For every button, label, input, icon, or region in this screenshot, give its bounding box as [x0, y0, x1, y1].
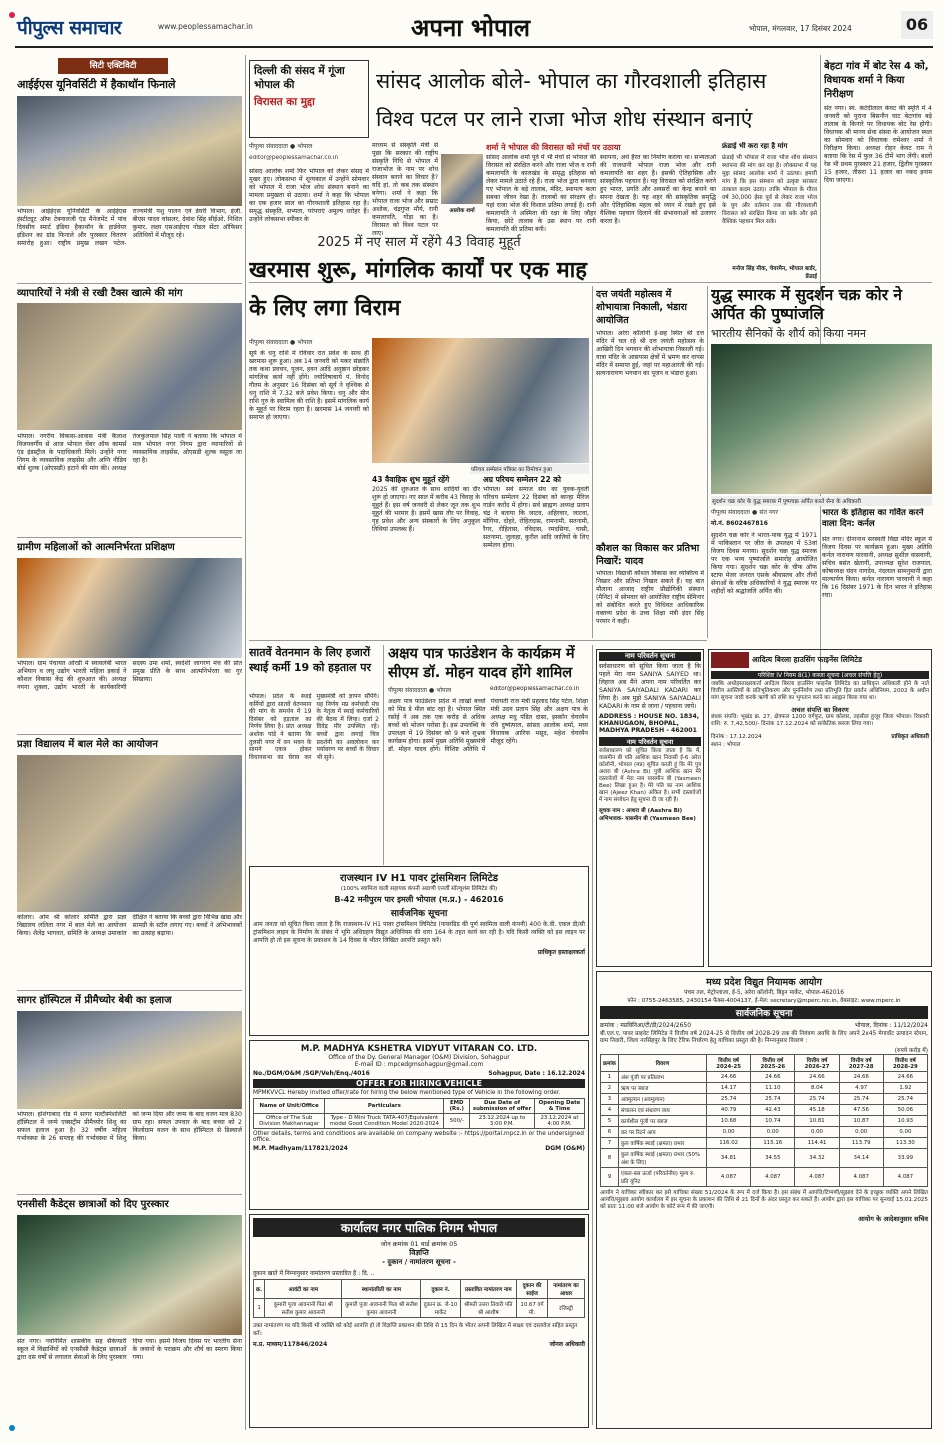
table-cell: कुमारी पूजा आवनानी पिता श्री सतीश कुमार आवनानी [342, 1299, 421, 1318]
kharmas-sub1-body: 2025 की शुरुआत के साथ शादियों का दौर शुरू हो जाएगा। नए साल में करीब 43 विवाह के मुहूर्त हैं। इस वर्ष जनवरी से लेकर जून तक शुभ मुहूर्त की भरमार है। इसमें खास तौर पर विवाह, गृह प्रवेश और अन्य संस्कारों के लिए अनुकूल तिथियां उपलब्ध हैं। [372, 486, 480, 533]
table-cell: 113.30 [883, 1137, 927, 1148]
table-cell: एकल-बस ऊर्जा (परिवर्तनीय) मूल्य रु. प्रति यूनिट [618, 1167, 706, 1186]
mpkvvcl-header: EMD (Rs.) [444, 1099, 470, 1114]
parliament-byline: पीपुल्स संवाददाता ● भोपाल [249, 143, 313, 150]
table-cell: 2 [601, 1082, 619, 1093]
aditya-notice [708, 649, 932, 967]
aditya-sign: प्राधिकृत अधिकारी [891, 734, 929, 740]
table-cell: 10.74 [751, 1115, 795, 1126]
mpkvvcl-header: Particulars [325, 1099, 444, 1114]
table-cell: 0.00 [707, 1126, 751, 1137]
war-body: सुदर्शन चक्र कोर ने भारत-पाक युद्ध में 1971 में पाकिस्तान पर जीत के उपलक्ष्य में 53वां विजय दिवस मनाया। सुदर्शन चक्र युद्ध स्मारक पर एक भव्य पुष्पांजलि समारोह आयोजित किया गया। सुदर्शन चक्र कोर के चीफ ऑफ स्टाफ मेजर जनरल एसके श्रीवास्तव और तीनों सेनाओं के वरिष्ठ अधिकारियों ने युद्ध स्मारक पर शहीदों को श्रद्धांजलि अर्पित की। [711, 532, 817, 595]
table-cell: 6 [601, 1126, 619, 1137]
parliament-col2: माध्यम से संस्कृति मंत्री से पूछा कि सरकार की राष्ट्रीय संस्कृति निधि से भोपाल में राजाभोज के नाम पर शोध संस्थान बनाने का विचार है? यदि हां, तो कब तक संस्थान बनेगा। शर्मा ने कहा कि भोपाल राजा भोज और सम्राट अशोक, चंद्रगुप्त मौर्य, रानी कमलापति, गोंड़ा का है। विरासत को विश्व पटल पर लाए। [372, 142, 438, 237]
table-cell: 11.10 [751, 1082, 795, 1093]
table-row [601, 1082, 928, 1093]
mpkvvcl-header: Due Date of submission of offer [470, 1099, 535, 1114]
table-row [601, 1137, 928, 1148]
mpkvvcl-office: Office of the Dy. General Manager (O&M) Division, Sohagpur [328, 1054, 510, 1061]
mpkvvcl-notice [249, 1040, 589, 1210]
table-row [601, 1167, 928, 1186]
table-cell: 10.93 [883, 1115, 927, 1126]
table-cell: रजिस्ट्री [548, 1299, 585, 1318]
table-cell: दुकान क्र. जे-10 मार्केट [421, 1299, 460, 1318]
parliament-kicker-2: विरासत का मुद्दा [254, 96, 315, 108]
mpkvvcl-table [253, 1098, 585, 1129]
meb-ref: क्रमांक : मप्रविनिआ/टी/डी/2024/2650 [600, 1022, 692, 1029]
table-cell: 47.56 [839, 1104, 883, 1115]
table-cell: 4.087 [883, 1167, 927, 1186]
mpkvvcl-email[interactable]: E-mail ID : mpcedgmsohagpur@gmail.com [354, 1061, 484, 1068]
meb-address: पंचम तल, मेट्रोप्लाजा, ई-5, अरेरा कॉलोनी, बिट्टन मार्केट, भोपाल-462016 [684, 990, 844, 996]
nagar-title: कार्यालय नगर पालिक निगम भोपाल [253, 1218, 585, 1237]
table-cell: 34.55 [751, 1148, 795, 1167]
table-cell: 14.17 [707, 1082, 751, 1093]
mpkvvcl-title: M.P. MADHYA KSHETRA VIDYUT VITARAN CO. LTD. [300, 1044, 538, 1054]
hackathon-headline: आईईएस यूनिवर्सिटी में हैकाथॉन फिनाले [17, 78, 176, 91]
table-cell: कुल वार्षिक स्थाई (क्षमता) प्रभार [618, 1137, 706, 1148]
table-cell: 4.087 [795, 1167, 839, 1186]
aditya-body2: बंधक संपत्ति: भूखंड क्र. 27, क्षेत्रफल 1200 वर्गफुट, ग्राम कोलार, तहसील हुजूर जिला भोपाल। रिकवरी राशि: रु. 7,42,500/- दिनांक 17.12.2024 को सांकेतिक कब्जा लिया गया। [711, 714, 929, 727]
table-cell: 10.81 [795, 1115, 839, 1126]
name-notice-body: सर्वसाधारण को सूचित किया जाता है कि पहले मेरा नाम SANIYA SAIYED था। लिहाज अब मैंने अपना नाम परिवर्तित कर SANIYA SAIYADALI KADARI कर लिया है। अब मुझे SANIYA SAIYADALI KADARI के नाम से जाना / पहचाना जाये। [599, 663, 701, 710]
table-cell: 500/- [444, 1114, 470, 1129]
table-cell: 5 [601, 1115, 619, 1126]
war-sub2: भारत के इतिहास का गर्वित करने वाला दिन: कर्नल [822, 508, 924, 529]
name-notice [596, 649, 704, 967]
prajna-headline: प्रज्ञा विद्यालय में बाल मेले का आयोजन [17, 739, 158, 750]
war-subheadline: भारतीय सैनिकों के शौर्य को किया नमन [711, 327, 867, 340]
power-body: आम जनता को सूचित किया जाता है कि राजस्थान-IV H1 पावर ट्रांसमिशन लिमिटेड (पावरग्रिड की पूर्ण स्वामित्व वाली कंपनी) 400 के.वी. एकल डी/सी ट्रांसमिशन लाइन के निर्माण के संबंध में भूमि अधिग्रहण विद्युत अधिनियम की धारा 164 के तहत कार्य कर रही है। यदि किसी व्यक्ति को इस लाइन पर आपत्ति हो तो इस सूचना के प्रकाशन के 14 दिवस के भीतर लिखित आपत्ति प्रस्तुत करें। [253, 921, 585, 944]
table-cell: 25.74 [707, 1093, 751, 1104]
ncc-body: संत नगर। नवनिर्मित शासकीय सह सैकेण्डरी स्कूल में विद्यार्थियों को एनसीसी कैडेट्स छात्राओं द्वारा दस वर्षों से लगातार सेवाओं के लिए पुरस्कार दिया गया। इसमें विजय दिवस पर भारतीय सेना के जवानों के पराक्रम और शौर्य का स्मरण किया गया। [17, 1338, 242, 1361]
nagar-header: स्थानांतरिती का नाम [342, 1280, 421, 1299]
hackathon-body: भोपाल। आईईएस यूनिवर्सिटी के आईईएस इंस्टीट्यूट ऑफ टेक्नालजी एंड मैनेजमेंट में पांच दिवसीय स्मार्ट इंडिया हैकाथॉन के हार्डवेयर इडिशन का ग्रांड फिनाले और पुरस्कार वितरण समारोह हुआ। राष्ट्रीय प्रमुख लखन पटेल-राज्यमंत्री पशु पालन एवं डेयरी विभाग, इंजी. बीएस यादव चांसलर, देवांश सिंह सीईओ, निशित कुमार, लक्ष्य एसआईएच नोडल सेंटर ऑफिसर अतिथियों में मौजूद रहे। [17, 208, 242, 247]
table-cell: 24.66 [883, 1071, 927, 1082]
name-notice-sign: सूचक नाम : आशरा बी (Aashra Bi) अभिभावक- यासमीन बी (Yasmeen Bee) [599, 808, 696, 822]
war-byline: पीपुल्स संवाददाता ● संत नगर [711, 509, 778, 516]
table-cell: 8.04 [795, 1082, 839, 1093]
nagar-notice [249, 1214, 589, 1428]
mpkvvcl-header: Opening Date & Time [534, 1099, 584, 1114]
meb-header: वित्तीय वर्ष 2025-26 [751, 1054, 795, 1071]
table-cell: 4.087 [707, 1167, 751, 1186]
table-cell: 34.32 [795, 1148, 839, 1167]
traders-photo [17, 303, 242, 430]
kharmas-sub2: अग्र परिचय सम्मेलन 22 को [483, 475, 561, 484]
table-cell: 34.14 [839, 1148, 883, 1167]
table-row [601, 1126, 928, 1137]
meb-date: भोपाल, दिनांक : 11/12/2024 [854, 1022, 928, 1029]
nagar-sign: जोनल अधिकारी [549, 1341, 585, 1348]
meb-sign: आयोग के आदेशानुसार सचिव [858, 1215, 928, 1224]
table-cell: 42.43 [751, 1104, 795, 1115]
nagar-vigyapti: विज्ञप्ति [409, 1248, 429, 1257]
table-cell: 40.79 [707, 1104, 751, 1115]
kharmas-body: सूर्य के धनु राशि में रविवार रात प्रवेश के साथ ही खरमास शुरू हुआ। अब 14 जनवरी को मकर संक्रांति तक कथा प्रवचन, पूजन, हवन आदि अनुष्ठान छोड़कर मांगलिक कार्य नहीं होंगे। ज्योतिषाचार्य पं. विनोद गौतम के अनुसार 16 दिसंबर को सूर्य ने वृश्चिक से धनु राशि में 7.32 बजे प्रवेश किया। धनु और मीन राशि गुरु के स्वामित्व की राशि है। इसमें मांगलिक कार्य के मुहूर्त पर विराम रहता है। खरमास 14 जनवरी को समाप्त हो जाएगा। [249, 350, 369, 421]
table-cell: 34.81 [707, 1148, 751, 1167]
aditya-body: जबकि अधोहस्ताक्षरकर्ता आदित्य बिरला हाउसिंग फाइनेंस लिमिटेड का प्राधिकृत अधिकारी होने के नाते वित्तीय आस्तियों के प्रतिभूतिकरण और पुनर्निर्माण तथा प्रतिभूति हित प्रवर्तन अधिनियम, 2002 के अधीन मांग सूचना जारी करके ऋणी को राशि का भुगतान करने का आह्वान किया गया था। [711, 681, 929, 701]
table-row [601, 1093, 928, 1104]
kharmas-caption: परिचय सम्मेलन पत्रिका का विमोचन हुआ [470, 464, 589, 474]
parliament-headline: सांसद आलोक बोले- भोपाल का गौरवशाली इतिहास विश्व पटल पर लाने राजा भोज शोध संस्थान बनाएं [376, 69, 767, 131]
nagar-header: दुकान की साईज [516, 1280, 547, 1299]
table-cell: 4.97 [839, 1082, 883, 1093]
table-cell: 0.00 [839, 1126, 883, 1137]
table-cell: ऋण पर ब्याज [618, 1082, 706, 1093]
parliament-col5: फ्रंडाई भी भोपाल में राजा भोज शोध संस्थान स्थापना की मांग कर रहा है। लोकसभा में यह मुद्दा सांसद आलोक शर्मा ने उठाया। हमारी मांग है कि इस संस्थान को उत्कृष्ट सरकार तत्काल कदम उठाए। ताकि भोपाल के गौरव वर्ष 30,000 ईसा पूर्व से लेकर राजा भोज के युग और वर्तमान तक की गौरवशाली विरासत को संरक्षित किया जा सके और इसे वैश्विक पहचान मिल सके। [722, 155, 817, 225]
ncc-headline: एनसीसी कैडेट्स छात्राओं को दिए पुरस्कार [17, 1199, 169, 1210]
table-row [601, 1071, 928, 1082]
city-activity-tag: सिटी एक्टिविटी [58, 58, 168, 74]
name-notice-title: नाम परिवर्तन सूचना [599, 652, 701, 661]
name-notice-title-2: नाम परिवर्तन सूचना [599, 737, 701, 746]
women-photo [17, 558, 242, 658]
table-cell: Office of The Sub Division Makhannagar [254, 1114, 325, 1129]
aditya-sub2: अचल संपत्ति का विवरण [791, 706, 849, 714]
women-headline: ग्रामीण महिलाओं को आत्मनिर्भरता प्रशिक्षण [17, 542, 175, 553]
power-title: राजस्थान IV H1 पावर ट्रांसमिशन लिमिटेड [339, 873, 499, 884]
aditya-place: स्थान : भोपाल [711, 742, 741, 748]
table-cell: कर पर रिटर्न आय [618, 1126, 706, 1137]
table-cell: 4.087 [839, 1167, 883, 1186]
parliament-col5-head: फ्रंडाई भी करा रहा है मांग [722, 142, 788, 150]
name-notice-body-2: सर्वसाधारण को सूचित किया जाता है कि मैं, यासमीन बी पति आशिक खान निवासी ई-6 अरेरा कॉलोनी, भोपाल (मप्र) सूचित करती हूं कि मेरे पुत्र अशरा बी (Ashra Bi) पुत्री आशिक खान मेरे दस्तावेजों में मेरा नाम यासमीन बी (Yasmeen Bee) लिखा हुआ है। मेरे पति का नाम आशिक खान (Ajeez Khan) अंकित है। सभी दस्तावेजों में नाम संशोधन हेतु सूचना दी जा रही है। [599, 748, 701, 803]
pay-body: भोपाल। प्रदेश के स्थाई कर्मियों द्वारा सातवें वेतनमान की मांग के समर्थन में 19 दिसंबर को हड़ताल का निर्णय लिया है। प्रांत अध्यक्ष अशोक पांडे ने बताया कि तुलसी नगर में वन भवन के सामने एकत्र होकर विधानसभा का घेराव कर मुख्यमंत्री को ज्ञापन सौंपेंगे। यह निर्णय मप्र कर्मचारी मंच के नेतृत्व में स्थाई कर्मचारियों की बैठक में लिया। दर्जा 2 दिवेद्र मीर उपस्थित रहे। बच्चों द्वारा लगाई चित्र प्रदर्शनी का अवलोकन कर पर्यावरण पर बच्चों के विचार भी सुने। [249, 693, 379, 761]
table-cell: 50.06 [883, 1104, 927, 1115]
parliament-kicker-box [249, 60, 369, 138]
table-cell: 10.87 [839, 1115, 883, 1126]
kharmas-sub2-body: भोपाल। सर्व समाज संघ का युवक-युवती परिचय सम्मेलन 22 दिसंबर को कान्हा मैरिज गार्डन करोंद में होगा। सर्व ब्राह्मण अध्यक्ष प्रताप चंद्र ने बताया कि जाटव, अहिरवार, जाटवा, मोंगिया, दोहरे, रोहितदास, रामनामी, सतनामी, रैगर, रोहितास, रविदास, रमदसिया, घासी, सतनामा, जुलाहा, कुरील आदि जातियों के लिए सम्मेलन होगा। [483, 486, 589, 549]
meb-phone: फोन : 0755-2463585, 2430154 फैक्स-4004137, ई-मेल: secretary@mperc.nic.in, वेबसाइट: www.mperc.in [627, 998, 901, 1004]
meb-title: मध्य प्रदेश विद्युत नियामक आयोग [706, 977, 822, 988]
women-body: भोपाल। ग्राम पंचायत ओरडी में स्वावलंबी भारत अभियान व लघु उद्योग भारती महिला इकाई ने कौशल विकास केंद्र की शुरुआत की। अध्यक्ष नयना शुक्ला, उद्योग भारती के कार्यकारिणी सदस्य उमा शर्मा, स्वदेशी जागरण मंच की प्रांत प्रमुख प्रीति के साथ आत्मनिर्भरता का गुर सिखाया। [17, 660, 242, 691]
mpkvvcl-ref: No./DGM/O&M /SGP/Veh/Enq./4016 [253, 1070, 370, 1077]
vidhayak-headline: बेहटा गांव में बोट रेस 4 को, विधायक शर्मा ने किया निरीक्षण [824, 61, 929, 100]
table-cell: 116.02 [707, 1137, 751, 1148]
hospital-headline: सागर हॉस्पिटल में प्रीमैच्योर बेबी का इलाज [17, 995, 172, 1006]
table-cell: 9 [601, 1167, 619, 1186]
table-row [254, 1299, 585, 1318]
akshaya-body: अक्षय पात्र फाउंडेशन प्रदेश में लाखों बच्चों को मिड डे मील बांट रहा है। भोपाल स्थित रसोई ने अब तक एक करोड़ से अधिक बच्चों को भोजन परोसा है। इस उपलब्धि के उपलक्ष्य में 19 दिसंबर को 9 बजे शुभ्रक कार्यक्रम होगा। इसमें मुख्य अतिथि मुख्यमंत्री डॉ. मोहन यादव होंगे। विशिष्ट अतिथि में पंचायती राज मंत्री प्रहलाद सिंह पटेल, शिक्षा मंत्री उदय प्रताप सिंह और अक्षय पात्र के अध्यक्ष मधु पंडित दासा, इस्कॉन चेयरमैन रवि दुष्यंत्पाल, सांसद आलोक शर्मा, मध्य विधायक आरिफ मसूद, महेश चेयरमैन मौजूद रहेंगे। [388, 698, 588, 753]
table-cell: 4 [601, 1104, 619, 1115]
power-notice-label: सार्वजनिक सूचना [390, 909, 448, 919]
table-cell: 10.68 [707, 1115, 751, 1126]
parliament-email[interactable]: editor@peoplessamachar.co.in [249, 155, 339, 161]
mpkvvcl-mp: M.P. Madhyam/117821/2024 [253, 1145, 348, 1152]
table-cell: 1.92 [883, 1082, 927, 1093]
table-cell: 114.41 [795, 1137, 839, 1148]
masthead-url[interactable]: www.peoplessamachar.in [158, 22, 253, 31]
vidhayak-body: संत नगर। स्व. कंटेंदीलाल केवट की स्मृति में 4 जनवरी को पुराना बिसनौन घाट बेटागांव बड़े तालाब के किनारे पर विधायक बोट रेस होगी। विधायक श्री मानव सेवा संस्था के आयोजन स्थल का सोमवार को विधायक रामेश्वर शर्मा ने निरीक्षण किया। अध्यक्ष रोहन केवट राम ने बताया कि रेस में फुल 36 टीमें भाग लेंगी। बालों रेस भी प्रथम पुरस्कार 21 हजार, द्वितीय पुरस्कार 15 हजार, तीसरा 11 हजार का नकद इनाम दिया जाएगा। [824, 105, 932, 184]
meb-footer: आयोग ने याचिका स्वीकार कर इसे याचिका संख्या 51/2024 के रूप में दर्ज किया है। इस संबंध में आपत्ति/टिप्पणी/सुझाव देने के इच्छुक व्यक्ति अपने लिखित आपत्ति/सुझाव आयोग कार्यालय में इस सूचना के प्रकाशन की तिथि से 21 दिनों के अंदर प्रस्तुत कर सकते हैं। आयोग द्वारा इस याचिका पर सुनवाई 15.01.2025 को प्रातः 11:00 बजे आयोग के कोर्ट रूम में की जाएगी। [600, 1189, 928, 1211]
prajna-photo [17, 755, 242, 912]
mpkvvcl-date: Sohagpur, Date : 16.12.2024 [488, 1070, 585, 1077]
kharmas-byline: पीपुल्स संवाददाता ● भोपाल [249, 339, 313, 346]
kharmas-photo [372, 338, 589, 463]
nagar-header: नामांतरण का आधार [548, 1280, 585, 1299]
table-cell: 10.67 वर्ग मी. [516, 1299, 547, 1318]
nagar-header: प्रस्तावित नामांतरण नाम [460, 1280, 516, 1299]
table-cell: कुल वार्षिक स्थाई (क्षमता) प्रभार (50% अंश के लिए) [618, 1148, 706, 1167]
table-row [601, 1115, 928, 1126]
meb-header: वित्तीय वर्ष 2026-27 [795, 1054, 839, 1071]
traders-headline: व्यापारियों ने मंत्री से रखी टैक्स खात्मे की मांग [17, 288, 183, 299]
table-cell: 45.18 [795, 1104, 839, 1115]
table-cell: 0.00 [795, 1126, 839, 1137]
nagar-header: दुकान नं. [421, 1280, 460, 1299]
nagar-header: क्र. [254, 1280, 265, 1299]
parliament-col4: स्थापना, अर्थ हैरत का निर्माण कराया था। सभ्यताओं की राजधानी भोपाल राजा भोज और रानी कमलापति का शहर है। इसकी ऐतिहासिक और सांस्कृतिक पहचान है। यह विरासत को संरक्षित करने हुए भारत, प्रगति और अवसरों का केन्द्र बनाने का सपना देखता है। यह शहर की सांस्कृतिक समृद्धि और ऐतिहासिक महत्व को ध्यान में रखते हुए इसे वैश्विक पहचान दिलाने की संभावनाओं को उजागर करता है। [600, 154, 716, 225]
meb-header: वित्तीय वर्ष 2024-25 [707, 1054, 751, 1071]
power-sign: प्राधिकृत हस्ताक्षरकर्ता [537, 949, 585, 957]
nagar-header: आवंटी का नाम [265, 1280, 342, 1299]
mpkvvcl-intro: MPMKVVCL Hereby invited offer/rate for hiring the below mentioned type of Vehicle in the following order. [253, 1090, 561, 1096]
war-mobile: मो.नं. 8602467816 [711, 520, 768, 527]
aditya-sub: परिशिष्ट IV नियम 8(1) कब्जा सूचना (अचल संपत्ति हेतु) [711, 671, 929, 679]
table-cell: 113.79 [839, 1137, 883, 1148]
table-cell: 24.66 [795, 1071, 839, 1082]
table-cell: 0.00 [883, 1126, 927, 1137]
war-caption: सुदर्शन चक्र कोर के युद्ध स्मारक में पुष्पचक्र अर्पित करते सेना के अधिकारी [711, 496, 932, 506]
parliament-col1: सांसद आलोक शर्मा फिर भोपाल को लेकर संसद में मुखर हुए। लोकसभा में शून्यकाल में उन्होंने सोमवार को भोपाल में राजा भोज शोध संस्थान बनाने का मामला प्रमुखता से उठाया। शर्मा ने कहा कि भोपाल का एक हजार साल का गौरवशाली इतिहास रहा है। समृद्ध संस्कृति, सभ्यता, परंपराएं अमूल्य धरोहर हैं। उन्होंने लोकसभा स्पीकर के [249, 168, 369, 223]
akshaya-byline: पीपुल्स संवाददाता ● भोपाल [388, 687, 452, 694]
table-cell: Type - D Mini Truck TATA-407/Equivalent model Good Condition Model 2020-2024 [325, 1114, 444, 1129]
ncc-photo [17, 1215, 242, 1335]
aditya-title: आदित्य बिरला हाउसिंग फाइनेंस लिमिटेड [752, 655, 863, 664]
alok-sharma-photo [441, 154, 483, 204]
table-cell: 25.74 [795, 1093, 839, 1104]
dattatreya-headline: दत्त जयंती महोत्सव में शोभायात्रा निकाली, भंडारा आयोजित [596, 289, 687, 326]
registration-mark [9, 1425, 15, 1431]
kaushal-body: भोपाल। विद्यार्थी कौशल विकास कर व्यक्तित्व में निखार और प्रतिभा निखार सकते हैं। यह बात मौलाना आजाद राष्ट्रीय प्रौद्योगिकी संस्थान (मैनिट) में सोमवार को आयोजित राष्ट्रीय सेमिनार को संबोधित करते हुए विधिवत आधिकारिक वक्तव्य प्रदेश के उच्च शिक्षा मंत्री इंदर सिंह परमार ने कही। [596, 570, 704, 625]
parliament-kicker: दिल्ली की संसद में गूंजा भोपाल की [254, 65, 345, 91]
table-cell: 24.66 [839, 1071, 883, 1082]
table-cell: 25.74 [839, 1093, 883, 1104]
table-cell: कुमारी पूजा आवनानी पिता श्री सतीश कुमार आवनानी [265, 1299, 342, 1318]
mpkvvcl-header: Name of Unit/Office [254, 1099, 325, 1114]
nagar-table [253, 1279, 585, 1318]
table-cell: 7 [601, 1137, 619, 1148]
war-photo [711, 344, 932, 494]
table-cell: अवमूल्यन (अवमूल्यन) [618, 1093, 706, 1104]
kharmas-kicker: 2025 में नए साल में रहेंगे 43 विवाह मुहूर्त [317, 235, 521, 250]
parliament-col5-sign: मनोज सिंह मीक, चेयरमैन, भोपाल बार्डर, फ्रेंडाई [732, 266, 817, 280]
table-cell: 4.087 [751, 1167, 795, 1186]
nagar-intro: दुकान खाते में निम्नानुसार नामांतरण प्रस्तावित है : दि. .. [253, 1270, 375, 1277]
masthead-logo[interactable]: पीपुल्स समाचार [17, 17, 122, 39]
hospital-body: भोपाल। होशंगाबाद रोड में सागर मल्टीस्पेशलिटी हॉस्पिटल में जन्मे एक्सट्रीम प्रीमैच्योर शिशु का सफल इलाज हुआ है। 32 वर्षीय महिला गर्भावस्था के 26 सप्ताह की गर्भावस्था में शिशु को जन्म दिया और जन्म के बाद वजन मात्र 830 ग्राम रहा। सफल उपचार के बाद बच्चा को 2 किलोग्राम वजन के साथ हॉस्पिटल से डिस्चार्ज किया। [17, 1111, 242, 1142]
meb-header: विवरण [618, 1054, 706, 1071]
table-cell: 24.66 [751, 1071, 795, 1082]
meb-table [600, 1054, 928, 1187]
table-cell: कार्यशील पूंजी पर ब्याज [618, 1115, 706, 1126]
nagar-sub: - दुकान / नामांतरण सूचना - [382, 1258, 456, 1266]
table-cell: 0.00 [751, 1126, 795, 1137]
aditya-date: दिनांक : 17.12.2024 [711, 734, 762, 740]
akshaya-headline: अक्षय पात्र फाउंडेशन के कार्यक्रम में सीएम डॉ. मोहन यादव होंगे शामिल [388, 646, 575, 681]
meb-intro: बी.एल.ए. पावर प्राइवेट लिमिटेड ने वित्तीय वर्ष 2024-25 से वित्तीय वर्ष 2028-29 तक की नियंत्रण अवधि के लिए अपने 2x45 मेगावॉट उत्पादन स्टेशन, ग्राम निवारी, जिला नरसिंहपुर के लिए टैरिफ निर्धारण हेतु याचिका प्रस्तुत की है। निम्नानुसार विवरण : [600, 1031, 928, 1045]
kharmas-sub1: 43 वैवाहिक शुभ मुहूर्त रहेंगे [372, 475, 450, 484]
power-notice [249, 866, 589, 1036]
table-cell: 24.66 [707, 1071, 751, 1082]
hospital-photo [17, 1011, 242, 1109]
nagar-mp: म.प्र. माध्यम/117846/2024 [253, 1341, 328, 1348]
power-sub: (100% स्वामित्व वाली सहायक कंपनी अडाणी एनर्जी सॉल्यूशंस लिमिटेड की) [340, 886, 498, 892]
power-address: B-42 मनीपुरम पार इमली भोपाल (म.प्र.) - 462016 [334, 895, 504, 904]
dattatreya-body: भोपाल। अरेरा कॉलोनी ई-छह स्थित श्री दत्त मंदिर में चल रहे श्री दत्त जयंती महोत्सव के आखिरी दिन भगवान की शोभायात्रा निकाली गई। यात्रा मंदिर के आसपास क्षेत्रों में भ्रमण कर वापस मंदिर में समाप्त हुई, जहां पर महाआरती की गई। सत्यनारायण भगवान का पूजन व भंडारा हुआ। [596, 330, 704, 377]
meb-unit: (रुपये करोड़ में) [894, 1047, 928, 1054]
table-cell: 1 [601, 1071, 619, 1082]
alok-sharma-caption: आलोक शर्मा [449, 208, 475, 214]
mpkvvcl-footer: Other details, terms and conditions are available on company website :- https://portal.mpcz.in or the undersigned office. [253, 1131, 584, 1143]
table-cell: 115.16 [751, 1137, 795, 1148]
table-row [601, 1104, 928, 1115]
table-cell: 33.99 [883, 1148, 927, 1167]
mpkvvcl-sign: DGM (O&M) [545, 1145, 585, 1152]
table-cell: 23.12.2024 at 4:00 P.M. [534, 1114, 584, 1129]
table-cell: 1 [254, 1299, 265, 1318]
table-row [601, 1148, 928, 1167]
pay-headline: सातवें वेतनमान के लिए हजारों स्थाई कर्मी 19 को हड़ताल पर [249, 646, 372, 674]
nagar-footer: उक्त नामांतरण पर यदि किसी भी व्यक्ति को कोई आपत्ति हो तो विज्ञप्ति प्रकाशन की तिथि से 15 दिन के भीतर अपनी लिखित में साक्ष्य एवं दस्तावेज सहित प्रस्तुत करें। [253, 1323, 578, 1337]
akshaya-email[interactable]: editor@peoplessamachar.co.in [490, 686, 580, 692]
table-cell: 25.74 [751, 1093, 795, 1104]
kaushal-headline: कौशल का विकास कर प्रतिभा निखारें: यादव [596, 543, 700, 567]
meb-header: क्रमांक [601, 1054, 619, 1071]
table-row [254, 1114, 585, 1129]
table-cell: 23.12.2024 up to 3:00 P.M. [470, 1114, 535, 1129]
table-cell: 25.74 [883, 1093, 927, 1104]
war-headline: युद्ध स्मारक में सुदर्शन चक्र कोर ने अर्पित की पुष्पांजलि [711, 286, 903, 323]
table-cell: संचालन एवं संधारण व्यय [618, 1104, 706, 1115]
table-cell: 8 [601, 1148, 619, 1167]
table-cell: अंश पूंजी पर प्रतिलाभ [618, 1071, 706, 1082]
page-number: 06 [901, 11, 933, 39]
meb-header: वित्तीय वर्ष 2027-28 [839, 1054, 883, 1071]
table-cell: श्रीमती उत्तरा तिवारी पति श्री आशीष [460, 1299, 516, 1318]
traders-body: भोपाल। नगरीय विकास-आवास मंत्री कैलाश विजयवर्गीय से आज भोपाल चेंबर ऑफ कामर्स एंड इंडस्ट्रीज के पदाधिकारी मिले। उन्होंने नगर निगम के व्यवसायिक लाइसेंस और अग्नि नीडिय बोर्ड शुल्क (ओएसडी) हटाने की मांग की। अध्यक्ष तेजकुलपाल सिंह पाली ने बताया कि भोपाल में मात्र भोपाल नगर निगम द्वारा व्यापारियों से व्यवसायिक लाइसेंस, ओएसडी शुल्क वसूला जा रहा है। [17, 433, 242, 472]
parliament-col3: सांसद आलोक शर्मा पूर्व में भी मंचों से भोपाल की विरासत को संरक्षित करने और राजा भोज व रानी कमलापति के कालखंड के समृद्ध इतिहास को लेकर मामले उठाते रहे हैं। राजा भोज द्वारा बनवाए गए भोपाल के बड़े तालाब, मंदिर, स्थापत्य कला सबका जीवन रेखा है। तालाबों का संरक्षण हो। यहां राजा भोज की विशाल प्रतिमा लगाई है। रानी कमलापति ने अस्मिता की रक्षा के लिए जौहर किया, छोटे तालाब के उस स्थान पर रानी कमलापति की प्रतिमा बनी। [486, 154, 596, 233]
meb-header: वित्तीय वर्ष 2028-29 [883, 1054, 927, 1071]
section-title: अपना भोपाल [411, 14, 531, 42]
mpkvvcl-offer: OFFER FOR HIRING VEHICLE [253, 1079, 585, 1088]
hackathon-photo [17, 96, 242, 206]
meb-notice-label: सार्वजनिक सूचना [600, 1006, 928, 1019]
aditya-logo [711, 652, 749, 668]
table-cell: 3 [601, 1093, 619, 1104]
parliament-subhead: शर्मा ने भोपाल की विरासत को मंचों पर उठाया [486, 143, 621, 152]
masthead [15, 8, 933, 46]
nagar-zone: जोन क्रमांक 01 वार्ड क्रमांक 05 [380, 1240, 458, 1248]
dateline: भोपाल, मंगलवार, 17 दिसंबर 2024 [749, 24, 852, 33]
kharmas-headline: खरमास शुरू, मांगलिक कार्यों पर एक माह के लिए लगा विराम [249, 258, 587, 321]
name-notice-address: ADDRESS : HOUSE NO. 1834, KHANUGAON, BHOPAL, MADHYA PRADESH - 462001 [599, 713, 700, 734]
meb-notice [596, 971, 932, 1429]
war-sub2-body: संत नगर। दीनानाथ सरस्वती विद्या मंदिर स्कूल में विजय दिवस पर कार्यक्रम हुआ। मुख्य अतिथि कर्नल नारायण पारवानी, अध्यक्ष सुशील वासवानी, सचिव बसंत खेतानी, उपाध्यक्ष सुरेश राजपाल, कोषाध्यक्ष चंदन नागदेव, नंदलाल सामनुमानी द्वारा माल्यार्पण किया। कर्नल नारायण पारवानी ने कहा कि 16 दिसंबर 1971 के दिन भारत ने इतिहास रचा। [822, 536, 932, 599]
prajna-body: कोलार। ओम श्री कोलार समिति द्वारा प्रज्ञा विद्यालय ललिता नगर में बाल मेले का आयोजन किया। शैलेंद्र भागवत, समिति के अध्यक्ष उमाकांत दीक्षित ने बताया कि बच्चों द्वारा विभिन्न खाद्य और सामग्री के स्टॉल लगाए गए। बच्चों ने अभिभावकों का उत्साह बढ़ाया। [17, 914, 242, 937]
